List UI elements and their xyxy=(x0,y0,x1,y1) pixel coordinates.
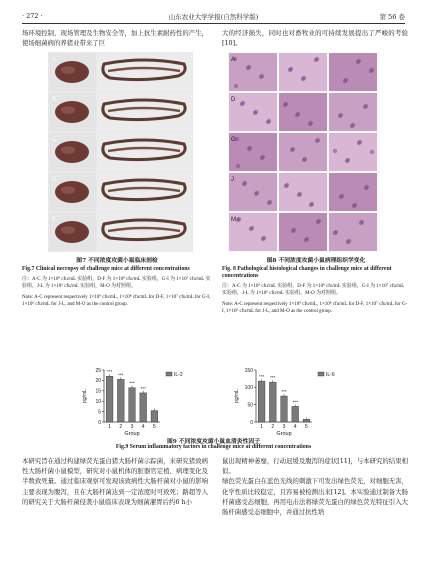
fig7-liver-highlight xyxy=(61,186,75,194)
fig8-histology-grid xyxy=(228,52,380,252)
fig8-cell-nucleus xyxy=(236,164,240,168)
significance-label: *** xyxy=(140,385,146,391)
fig7-liver-highlight xyxy=(61,226,75,234)
fig8-cell-nucleus xyxy=(254,110,258,114)
x-tick-label: 1 xyxy=(108,424,111,430)
fig7-image xyxy=(48,52,193,252)
journal-title: 山东农业大学学报(自然科学版) xyxy=(168,13,259,21)
fig8-histology-panel xyxy=(279,133,327,171)
fig8-cell-nucleus xyxy=(292,228,296,232)
fig8-cell-nucleus xyxy=(302,76,306,80)
y-tick-label: 15 xyxy=(95,388,101,395)
fig7-row-label: C xyxy=(52,137,57,143)
fig8-cell-nucleus xyxy=(351,123,355,127)
fig8-cell-nucleus xyxy=(247,65,251,69)
fig8-cell-nucleus xyxy=(291,147,295,151)
bar xyxy=(140,393,147,422)
x-tick-label: 2 xyxy=(119,424,123,430)
significance-label: *** xyxy=(292,399,298,405)
fig8-cell-nucleus xyxy=(370,150,374,154)
fig8-cell-nucleus xyxy=(339,113,343,117)
bar xyxy=(106,376,113,422)
fig7-liver-highlight xyxy=(61,106,75,114)
significance-label: *** xyxy=(258,374,265,380)
fig7-note-en: Note: A-C represent respectively 1×10⁹ cfu/mL, 1×10⁸ cfu/mL for D-F, 1×10⁷ cfu/mL for G-I, 1×10⁶ cfu/mL for J-L, and M-O as the control group. xyxy=(22,294,211,307)
fig8-row-label: M xyxy=(231,217,236,223)
fig8-cell-nucleus xyxy=(333,149,337,153)
fig8-cell-nucleus xyxy=(315,57,319,61)
top-text-right: 大的经济损失，同时也对畜牧业的可持续发展提出了严峻的考验[10]。 xyxy=(222,29,408,48)
bar xyxy=(151,411,158,422)
fig8-row-label: G xyxy=(231,137,236,143)
fig8-cell-nucleus xyxy=(237,217,241,221)
fig8-histology-panel xyxy=(229,93,277,131)
fig7-row-label: E xyxy=(52,217,57,223)
fig8-cell-nucleus xyxy=(305,237,309,241)
fig8-cell-nucleus xyxy=(316,138,320,142)
fig8-cell-nucleus xyxy=(289,67,293,71)
x-tick-label: 2 xyxy=(271,424,275,430)
bar xyxy=(129,388,136,422)
fig8-row-label: J xyxy=(231,177,234,183)
fig9-chart-il2 xyxy=(80,362,210,442)
fig8-cell-nucleus xyxy=(344,78,348,82)
fig8-cell-nucleus xyxy=(353,203,357,207)
fig8-cell-nucleus xyxy=(298,192,302,196)
bottom-text-left: 本研究旨在通过构建绿荧光蛋白猪大肠杆菌示踪菌，来研究猪致病性大肠杆菌小鼠模型，研究对小鼠机体的脏器官定植、病理变化及半数致死量。通过临床观察可发现该致病性大肠杆菌对小鼠的影响主要表现为腹泻，且在大肠杆菌达到一定浓度时可致死；路超等人的研究关于大肠杆菌侵袭小鼠临床表现为细菌灌胃后约6 h小 xyxy=(22,457,208,506)
fig8-cell-nucleus xyxy=(370,68,374,72)
fig8-cell-nucleus xyxy=(334,230,338,234)
x-tick-label: 1 xyxy=(260,424,263,430)
bottom-text-right: 鼠出现精神萎靡，行动迟缓及腹泻的症状[11]，与本研究的结果相似。 绿色荧光蛋白在蓝色光线的刺激下可发出绿色荧光，对细胞无害，化学性质比较稳定，且容易被检测出来[12]。本实验通过制备大肠杆菌感受态细胞，再用电击法将绿荧光蛋白的绿色荧光特征引入大肠杆菌感受态细胞中，并通过抗性培 xyxy=(222,457,408,517)
fig8-cell-nucleus xyxy=(364,104,368,108)
fig8-cell-nucleus xyxy=(248,146,252,150)
fig7-liver-highlight xyxy=(61,66,75,74)
fig7-caption-cn: 图7 不同浓度攻菌小鼠临床剖检 xyxy=(76,258,158,264)
fig8-cell-nucleus xyxy=(234,84,238,88)
fig8-histology-panel xyxy=(229,213,277,251)
legend-label: IL-2 xyxy=(174,371,183,378)
fig8-cell-nucleus xyxy=(267,119,271,123)
fig8-cell-nucleus xyxy=(284,102,288,106)
x-tick-label: 5 xyxy=(153,424,156,430)
fig7-caption-en: Fig.7 Clinical necropsy of challenge mice at different concentrations xyxy=(22,266,190,272)
x-tick-label: 5 xyxy=(305,424,308,430)
fig8-note-cn: 注：A-C 为 1×10⁹ cfu/mL 实验组，D-F 为 1×10⁸ cfu/mL 实验组，G-I 为 1×10⁷ cfu/mL 实验组，J-L 为 1×10⁶ cfu/mL 实验组，M-O 为对照组。 xyxy=(222,284,405,297)
fig8-histology-panel xyxy=(279,213,327,251)
fig8-cell-nucleus xyxy=(296,112,300,116)
fig9-chart-il6 xyxy=(232,362,362,442)
fig8-cell-nucleus xyxy=(261,155,265,159)
fig7-necropsy-grid xyxy=(48,52,193,252)
fig8-cell-nucleus xyxy=(241,101,245,105)
fig8-row-label: A xyxy=(231,57,236,63)
fig8-histology-panel xyxy=(279,53,327,91)
significance-label: *** xyxy=(281,389,287,394)
bar xyxy=(117,379,124,422)
y-tick-label: 50 xyxy=(247,402,253,409)
y-tick-label: 0 xyxy=(250,419,253,426)
fig8-cell-nucleus xyxy=(255,191,259,195)
fig8-cell-nucleus xyxy=(347,239,351,243)
top-text-left: 场环境控制，现场管理及生物安全等，加上抗生素耐药性的产生，使场细菌病的养猪业带来了巨 xyxy=(22,29,208,48)
x-tick-label: 4 xyxy=(141,424,145,430)
x-tick-label: 3 xyxy=(130,424,134,430)
fig8-cell-nucleus xyxy=(365,185,369,189)
significance-label: *** xyxy=(118,372,124,378)
fig8-cell-nucleus xyxy=(360,220,364,224)
fig8-cell-nucleus xyxy=(317,219,321,223)
fig8-cell-nucleus xyxy=(309,121,313,125)
y-tick-label: 10 xyxy=(95,399,101,405)
significance-label: *** xyxy=(106,369,113,375)
x-axis-label: Group xyxy=(124,431,140,437)
y-tick-label: 0 xyxy=(98,419,101,426)
y-axis-label: pg/mL xyxy=(82,389,88,403)
bar xyxy=(292,406,299,422)
y-tick-label: 150 xyxy=(244,367,253,374)
fig8-caption-cn: 图8 不同浓度攻菌小鼠病理组织学变化 xyxy=(266,258,366,264)
fig8-row-label: D xyxy=(231,97,236,103)
fig8-cell-nucleus xyxy=(357,59,361,63)
fig8-cell-nucleus xyxy=(268,200,272,204)
fig7-row-label: A xyxy=(52,57,57,63)
volume-label: 第 56 卷 xyxy=(379,13,405,21)
fig8-cell-nucleus xyxy=(250,226,254,230)
fig7-row-label: B xyxy=(52,97,57,103)
fig8-note-en: Note: A-C represent respectively 1×10⁹ cfu/mL, 1×10⁸ cfu/mL for D-F, 1×10⁷ cfu/mL for G-I, 1×10⁶ cfu/mL for J-L, and M-O as the control group. xyxy=(222,301,408,314)
bar xyxy=(281,396,288,422)
header-rule xyxy=(22,23,405,24)
bar xyxy=(269,382,276,422)
fig7-row-label: D xyxy=(52,177,57,183)
fig8-cell-nucleus xyxy=(310,202,314,206)
fig8-cell-nucleus xyxy=(303,157,307,161)
fig8-cell-nucleus xyxy=(285,183,289,187)
fig7-note-cn: 注：A-C 为 1×10⁹ cfu/mL 实验组，D-F 为 1×10⁸ cfu/mL 实验组，G-I 为 1×10⁷ cfu/mL 实验组，J-L 为 1×10⁶ cfu/mL 实验组，M-O 为对照组。 xyxy=(22,277,211,290)
y-axis-label: pg/mL xyxy=(234,389,240,403)
fig8-cell-nucleus xyxy=(340,194,344,198)
x-tick-label: 4 xyxy=(293,424,297,430)
legend-label: IL-6 xyxy=(326,371,335,378)
x-axis-label: Group xyxy=(276,431,292,437)
fig8-cell-nucleus xyxy=(262,236,266,240)
y-tick-label: 25 xyxy=(95,367,101,374)
fig8-histology-panel xyxy=(279,173,327,211)
y-tick-label: 100 xyxy=(244,385,253,392)
fig8-cell-nucleus xyxy=(243,181,247,185)
fig8-image xyxy=(228,52,380,252)
significance-label: *** xyxy=(270,375,276,381)
fig8-cell-nucleus xyxy=(346,158,350,162)
fig8-cell-nucleus xyxy=(358,140,362,144)
fig8-caption-en: Fig. 8 Pathological histological changes in challenge mice at different concentrations xyxy=(222,266,392,279)
fig8-cell-nucleus xyxy=(260,74,264,78)
fig7-liver-highlight xyxy=(61,146,75,154)
bar xyxy=(303,419,310,422)
fig8-histology-panel xyxy=(279,93,327,131)
fig9-caption-en: Fig.9 Serum inflammatory factors in challenge mice at different concentrations xyxy=(115,444,312,450)
bar xyxy=(258,381,265,422)
y-tick-label: 5 xyxy=(98,409,101,416)
significance-label: *** xyxy=(129,380,135,386)
x-tick-label: 3 xyxy=(282,424,286,430)
y-tick-label: 20 xyxy=(95,378,101,385)
fig8-histology-panel xyxy=(229,173,277,211)
legend-swatch xyxy=(166,372,172,376)
fig9-caption-cn: 图9 不同浓度攻菌小鼠血清炎性因子 xyxy=(166,439,260,445)
legend-swatch xyxy=(318,372,324,376)
page-number: · 272 · xyxy=(22,12,43,20)
